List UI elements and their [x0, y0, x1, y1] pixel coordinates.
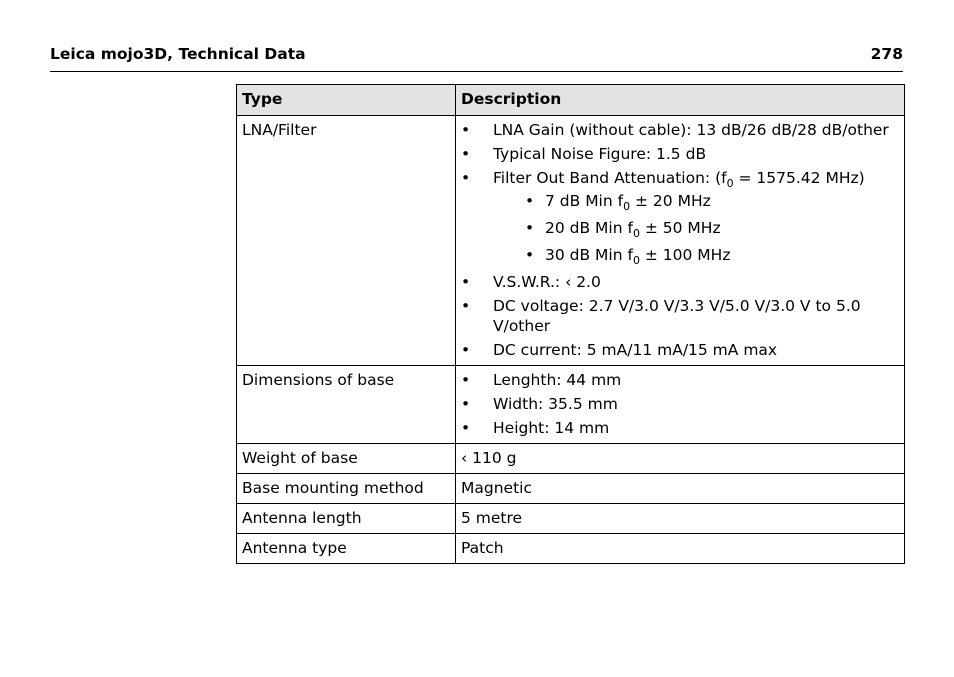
sub-list-item	[493, 191, 899, 211]
list-item-dc-voltage: • DC voltage: 2.7 V/3.0 V/3.3 V/5.0 V/3.0 V to 5.0 V/other	[461, 296, 899, 336]
header-divider	[50, 71, 903, 72]
filter-text: Filter Out Band Attenuation: (f	[493, 169, 727, 187]
attenuation-sub-list	[493, 191, 899, 265]
table-row	[237, 504, 905, 534]
sub-item-text-end: ± 100 MHz	[639, 246, 731, 264]
column-header-description: Description	[456, 85, 905, 116]
row-description-mounting: Magnetic	[456, 474, 905, 504]
sub-item-text: 20 dB Min f	[545, 219, 633, 237]
list-item-lna-gain: • LNA Gain (without cable): 13 dB/26 dB/28 dB/other	[461, 120, 899, 140]
row-type-antenna-length: Antenna length	[237, 504, 456, 534]
dimensions-bullet-list	[461, 370, 899, 438]
sub-list-item	[493, 218, 899, 238]
row-description-lna-filter	[456, 116, 905, 366]
sub-list-item	[493, 245, 899, 265]
sub-item-text-end: ± 50 MHz	[639, 219, 721, 237]
filter-text-end: = 1575.42 MHz)	[733, 169, 865, 187]
row-description-dimensions	[456, 366, 905, 444]
technical-data-table	[236, 84, 905, 564]
list-item-vswr: • V.S.W.R.: ‹ 2.0	[461, 272, 899, 292]
row-type-antenna-type: Antenna type	[237, 534, 456, 564]
row-description-weight: ‹ 110 g	[456, 444, 905, 474]
list-item-filter-attenuation	[461, 168, 899, 265]
sub-item-subscript: 0	[632, 227, 640, 240]
row-type-lna-filter: LNA/Filter	[237, 116, 456, 366]
list-item-height: • Height: 14 mm	[461, 418, 899, 438]
page-header-title: Leica mojo3D, Technical Data	[50, 45, 306, 63]
sub-item-text: 30 dB Min f	[545, 246, 633, 264]
table-row	[237, 116, 905, 366]
list-item-dc-current: • DC current: 5 mA/11 mA/15 mA max	[461, 340, 899, 360]
table-row	[237, 474, 905, 504]
list-item-length: • Lenghth: 44 mm	[461, 370, 899, 390]
row-type-weight: Weight of base	[237, 444, 456, 474]
row-type-mounting: Base mounting method	[237, 474, 456, 504]
page-number: 278	[870, 45, 903, 63]
sub-item-subscript: 0	[623, 200, 631, 213]
row-description-antenna-length: 5 metre	[456, 504, 905, 534]
filter-subscript: 0	[726, 177, 734, 190]
sub-item-text-end: ± 20 MHz	[630, 192, 711, 210]
table-row	[237, 444, 905, 474]
column-header-type: Type	[237, 85, 456, 116]
list-item-width: • Width: 35.5 mm	[461, 394, 899, 414]
table-header-row	[237, 85, 905, 116]
sub-item-subscript: 0	[632, 254, 640, 267]
sub-item-text: 7 dB Min f	[545, 192, 624, 210]
table-row	[237, 534, 905, 564]
list-item-noise-figure: • Typical Noise Figure: 1.5 dB	[461, 144, 899, 164]
table-row	[237, 366, 905, 444]
row-description-antenna-type: Patch	[456, 534, 905, 564]
row-type-dimensions: Dimensions of base	[237, 366, 456, 444]
lna-bullet-list	[461, 120, 899, 360]
